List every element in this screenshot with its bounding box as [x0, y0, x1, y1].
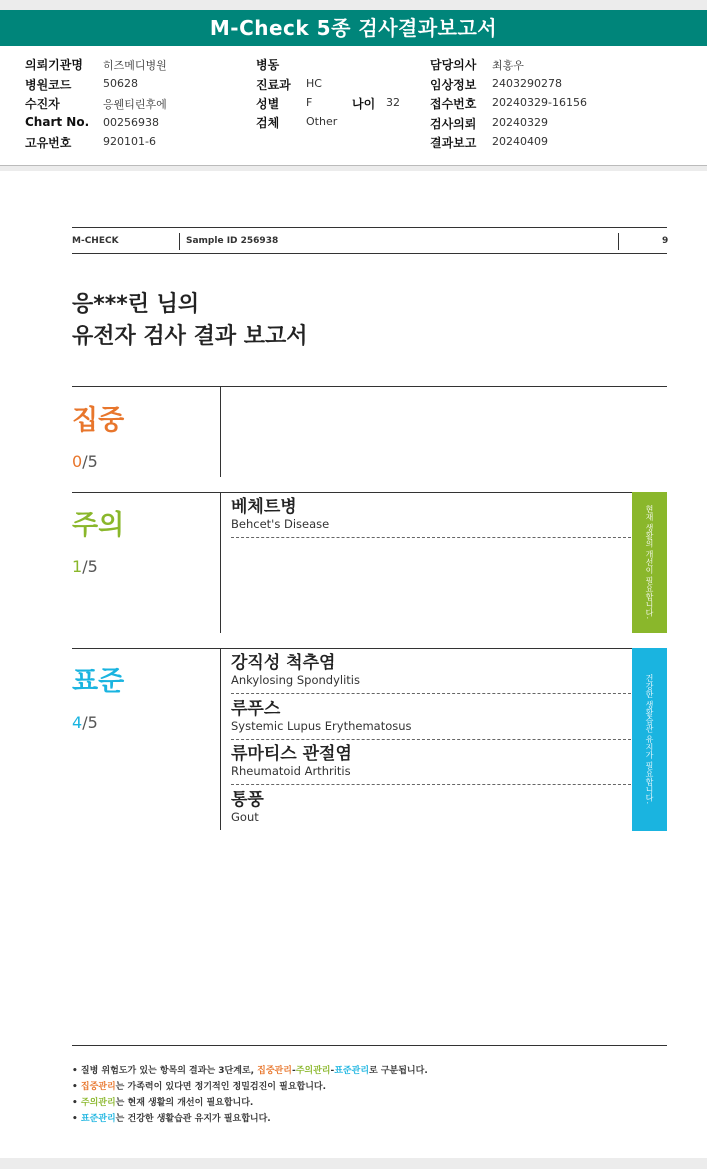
- dotted-divider: [231, 784, 631, 785]
- disease-name-en: Rheumatoid Arthritis: [231, 764, 351, 778]
- disease-name-en: Systemic Lupus Erythematosus: [231, 719, 412, 733]
- note-4: • 표준관리는 건강한 생활습관 유지가 필요합니다.: [72, 1114, 271, 1124]
- brand-label: M-CHECK: [72, 236, 119, 246]
- info-sex-value: F: [306, 96, 313, 109]
- note-1: • 질병 위험도가 있는 항목의 결과는 3단계로, 집중관리-주의관리-표준관리로 구분됩니다.: [72, 1066, 428, 1076]
- category-rule: [72, 648, 667, 649]
- disease-name-ko: 통풍: [231, 790, 264, 810]
- header-bottom-rule: [72, 253, 667, 254]
- info-recipient: 수진자: [25, 97, 60, 111]
- info-doctor-value: 최홍우: [492, 59, 524, 72]
- footer-rule: [72, 1045, 667, 1046]
- info-unique-no: 고유번호: [25, 136, 72, 150]
- info-age-value: 32: [386, 96, 400, 109]
- category-standard-count: 4/5: [72, 713, 98, 732]
- info-recipient-value: 응웬티린후에: [103, 98, 167, 111]
- dotted-divider: [231, 537, 631, 538]
- disease-item: [231, 744, 631, 778]
- disease-name-en: Ankylosing Spondylitis: [231, 673, 360, 687]
- category-focus-name: 집중: [72, 405, 125, 436]
- info-unique-no-value: 920101-6: [103, 135, 156, 148]
- info-chart-no: Chart No.: [25, 115, 90, 129]
- info-institution-value: 히즈메디병원: [103, 59, 167, 72]
- greeting-line-2: 유전자 검사 결과 보고서: [72, 324, 308, 349]
- greeting-line-1: 응***린 님의: [72, 292, 200, 317]
- info-chart-no-value: 00256938: [103, 116, 159, 129]
- report-title: M-Check 5종 검사결과보고서: [0, 10, 707, 46]
- report-page: [0, 171, 707, 1158]
- disease-name-ko: 베체트병: [231, 497, 297, 517]
- note-3: • 주의관리는 현재 생활의 개선이 필요합니다.: [72, 1098, 254, 1108]
- category-divider: [220, 386, 221, 477]
- disease-name-en: Behcet's Disease: [231, 517, 330, 531]
- category-divider: [220, 492, 221, 633]
- category-rule: [72, 386, 667, 387]
- info-department-value: HC: [306, 77, 322, 90]
- standard-side-note: 건강한 생활습관 유지가 필요합니다.: [632, 648, 667, 831]
- disease-item: [231, 699, 631, 733]
- disease-item: [231, 790, 631, 824]
- disease-name-ko: 루푸스: [231, 699, 281, 719]
- info-sex: 성별: [256, 97, 280, 111]
- category-caution-name: 주의: [72, 510, 125, 541]
- patient-info-panel: [0, 46, 707, 166]
- info-department: 진료과: [256, 78, 291, 92]
- info-hospital-code-value: 50628: [103, 77, 138, 90]
- info-specimen-value: Other: [306, 115, 338, 128]
- info-clinical-value: 2403290278: [492, 77, 562, 90]
- dotted-divider: [231, 739, 631, 740]
- info-hospital-code: 병원코드: [25, 78, 72, 92]
- caution-side-note: 현재 생활의 개선이 필요합니다.: [632, 492, 667, 633]
- category-divider: [220, 648, 221, 830]
- sample-id: Sample ID 256938: [186, 236, 279, 246]
- category-standard-name: 표준: [72, 666, 125, 697]
- info-request-date: 검사의뢰: [430, 117, 477, 131]
- info-age: 나이: [352, 97, 376, 111]
- info-request-date-value: 20240329: [492, 116, 548, 129]
- dotted-divider: [231, 693, 631, 694]
- info-specimen: 검체: [256, 116, 280, 130]
- header-divider: [179, 233, 180, 250]
- info-doctor: 담당의사: [430, 58, 477, 72]
- info-report-date-value: 20240409: [492, 135, 548, 148]
- info-accession-value: 20240329-16156: [492, 96, 587, 109]
- info-institution: 의뢰기관명: [25, 58, 83, 72]
- info-clinical: 임상정보: [430, 78, 477, 92]
- info-accession: 접수번호: [430, 97, 477, 111]
- info-ward: 병동: [256, 58, 280, 72]
- disease-name-ko: 류마티스 관절염: [231, 744, 352, 764]
- disease-name-ko: 강직성 척추염: [231, 653, 336, 673]
- disease-name-en: Gout: [231, 810, 259, 824]
- page-number: 9: [662, 236, 669, 246]
- header-divider: [618, 233, 619, 250]
- info-report-date: 결과보고: [430, 136, 477, 150]
- category-caution-count: 1/5: [72, 557, 98, 576]
- note-2: • 집중관리는 가족력이 있다면 정기적인 정밀검진이 필요합니다.: [72, 1082, 327, 1092]
- header-top-rule: [72, 227, 667, 228]
- category-rule: [72, 492, 667, 493]
- category-focus-count: 0/5: [72, 452, 98, 471]
- disease-item: [231, 497, 631, 531]
- disease-item: [231, 653, 631, 687]
